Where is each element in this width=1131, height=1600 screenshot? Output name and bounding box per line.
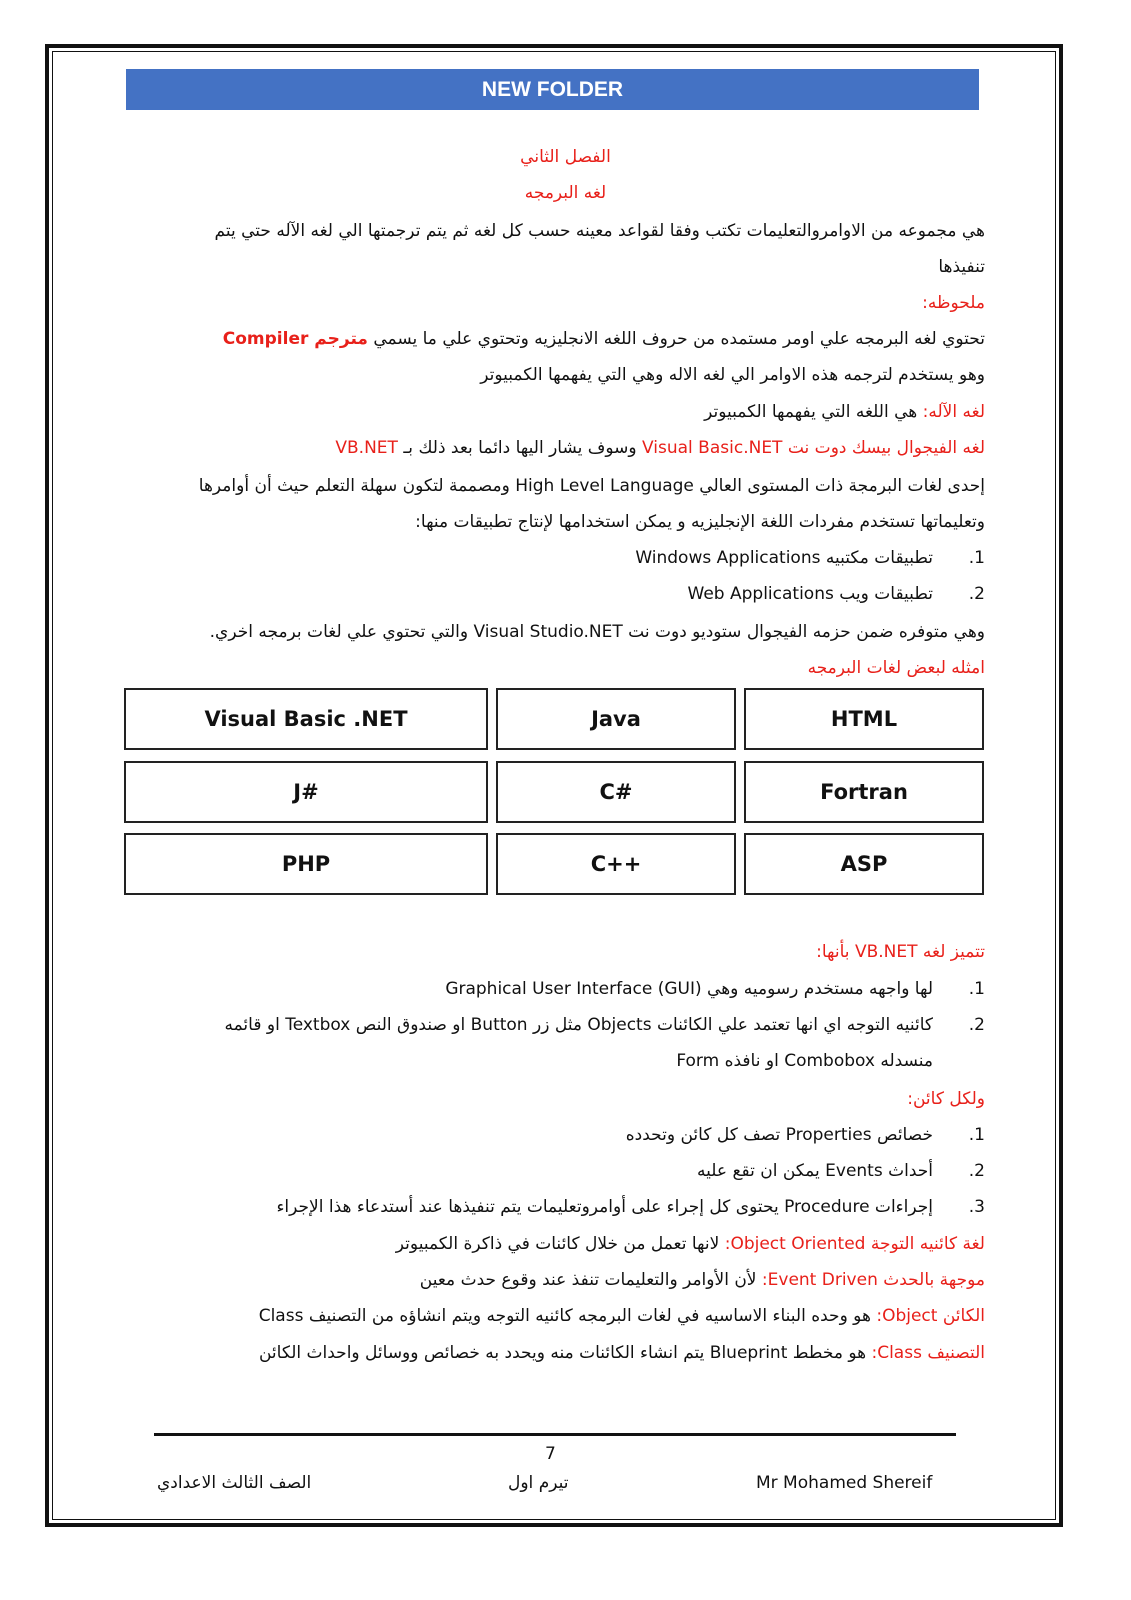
definition-oop — [396, 1232, 985, 1256]
intro-line-2: تنفيذها — [938, 257, 985, 277]
features-item-2: كائنيه التوجه اي انها تعتمد علي الكائنات Objects مثل زر Button او صندوق النص Textbox او قائمه — [224, 1015, 933, 1035]
footer-divider — [154, 1433, 956, 1436]
footer-author: Mr Mohamed Shereif — [756, 1473, 933, 1493]
desc-line-1: إحدى لغات البرمجة ذات المستوى العالي High Level Language ومصممة لتكون سهلة التعلم حيث أن أوامرها — [198, 476, 985, 496]
page-number: 7 — [545, 1444, 556, 1464]
definition-oop-label: لغة كائنيه التوجة Object Oriented: — [724, 1234, 985, 1254]
note-label: ملحوظه: — [922, 293, 985, 313]
lang-cell: Java — [496, 688, 736, 750]
definition-class-label: التصنيف Class: — [871, 1343, 985, 1363]
note-line-1 — [223, 327, 985, 351]
vb-line — [335, 436, 985, 460]
note-line-1-text: تحتوي لغه البرمجه علي اومر مستمده من حروف اللغه الانجليزيه وتحتوي علي ما يسمي — [373, 329, 985, 349]
object-item-1: خصائص Properties تصف كل كائن وتحدده — [625, 1125, 933, 1145]
apps-item-2-num: 2. — [968, 584, 985, 604]
footer-grade: الصف الثالث الاعدادي — [157, 1473, 312, 1493]
vb-line-red-1: لغه الفيجوال بيسك دوت نت Visual Basic.NET — [642, 438, 985, 458]
object-item-3-num: 3. — [968, 1197, 985, 1217]
vb-line-red-2: VB.NET — [335, 438, 398, 458]
features-item-2-cont: منسدله Combobox او نافذه Form — [676, 1051, 933, 1071]
apps-item-2: تطبيقات ويب Web Applications — [687, 584, 933, 604]
object-item-3: إجراءات Procedure يحتوى كل إجراء على أوامروتعليمات يتم تنفيذها عند أستدعاء هذا الإجراء — [276, 1197, 933, 1217]
footer-term: تيرم اول — [508, 1473, 569, 1493]
apps-item-1-num: 1. — [968, 548, 985, 568]
object-title: ولكل كائن: — [907, 1089, 985, 1109]
lang-cell: Fortran — [744, 761, 984, 823]
chapter-title: الفصل الثاني — [520, 147, 611, 167]
note-line-2: وهو يستخدم لترجمه هذه الاوامر الي لغه الاله وهي التي يفهمها الكمبيوتر — [480, 365, 985, 385]
definition-event-driven — [420, 1268, 985, 1292]
object-item-2-num: 2. — [968, 1161, 985, 1181]
compiler-term: مترجم Compiler — [222, 329, 368, 349]
studio-line: وهي متوفره ضمن حزمه الفيجوال ستوديو دوت نت Visual Studio.NET والتي تحتوي علي لغات برمجه اخري. — [209, 622, 985, 642]
machine-lang-label: لغه الآله: — [922, 402, 985, 422]
lang-cell: C++ — [496, 833, 736, 895]
definition-object-text: هو وحده البناء الاساسيه في لغات البرمجه كائنيه التوجه ويتم انشاؤه من التصنيف Class — [258, 1306, 871, 1326]
lang-cell: C# — [496, 761, 736, 823]
vb-line-text: وسوف يشار اليها دائما بعد ذلك بـ — [403, 438, 637, 458]
header-title: NEW FOLDER — [126, 69, 979, 110]
definition-event-label: موجهة بالحدث Event Driven: — [761, 1270, 985, 1290]
definition-class — [259, 1341, 985, 1365]
intro-line-1: هي مجموعه من الاوامروالتعليمات تكتب وفقا لقواعد معينه حسب كل لغه ثم يتم ترجمتها الي لغه الآله حتي يتم — [214, 221, 985, 241]
lang-cell: PHP — [124, 833, 488, 895]
object-item-2: أحداث Events يمكن ان تقع عليه — [697, 1161, 933, 1181]
languages-table — [124, 688, 986, 898]
machine-lang-text: هي اللغه التي يفهمها الكمبيوتر — [704, 402, 918, 422]
lang-cell: ASP — [744, 833, 984, 895]
chapter-subtitle: لغه البرمجه — [524, 183, 607, 203]
lang-cell: HTML — [744, 688, 984, 750]
features-item-1-num: 1. — [968, 979, 985, 999]
definition-oop-text: لانها تعمل من خلال كائنات في ذاكرة الكمبيوتر — [395, 1234, 720, 1254]
machine-lang-line — [704, 400, 985, 424]
definition-object-label: الكائن Object: — [876, 1306, 985, 1326]
examples-title: امثله لبعض لغات البرمجه — [807, 658, 985, 678]
features-item-1: لها واجهه مستخدم رسوميه وهي Graphical User Interface (GUI) — [445, 979, 933, 999]
definition-event-text: لأن الأوامر والتعليمات تنفذ عند وقوع حدث معين — [419, 1270, 757, 1290]
features-item-2-num: 2. — [968, 1015, 985, 1035]
lang-cell: Visual Basic .NET — [124, 688, 488, 750]
features-title: تتميز لغه VB.NET بأنها: — [816, 942, 985, 962]
definition-object — [259, 1304, 985, 1328]
apps-item-1: تطبيقات مكتبيه Windows Applications — [635, 548, 933, 568]
lang-cell: J# — [124, 761, 488, 823]
object-item-1-num: 1. — [968, 1125, 985, 1145]
definition-class-text: هو مخطط Blueprint يتم انشاء الكائنات منه ويحدد به خصائص ووسائل واحداث الكائن — [258, 1343, 867, 1363]
desc-line-2: وتعليماتها تستخدم مفردات اللغة الإنجليزيه و يمكن استخدامها لإنتاج تطبيقات منها: — [415, 512, 985, 532]
